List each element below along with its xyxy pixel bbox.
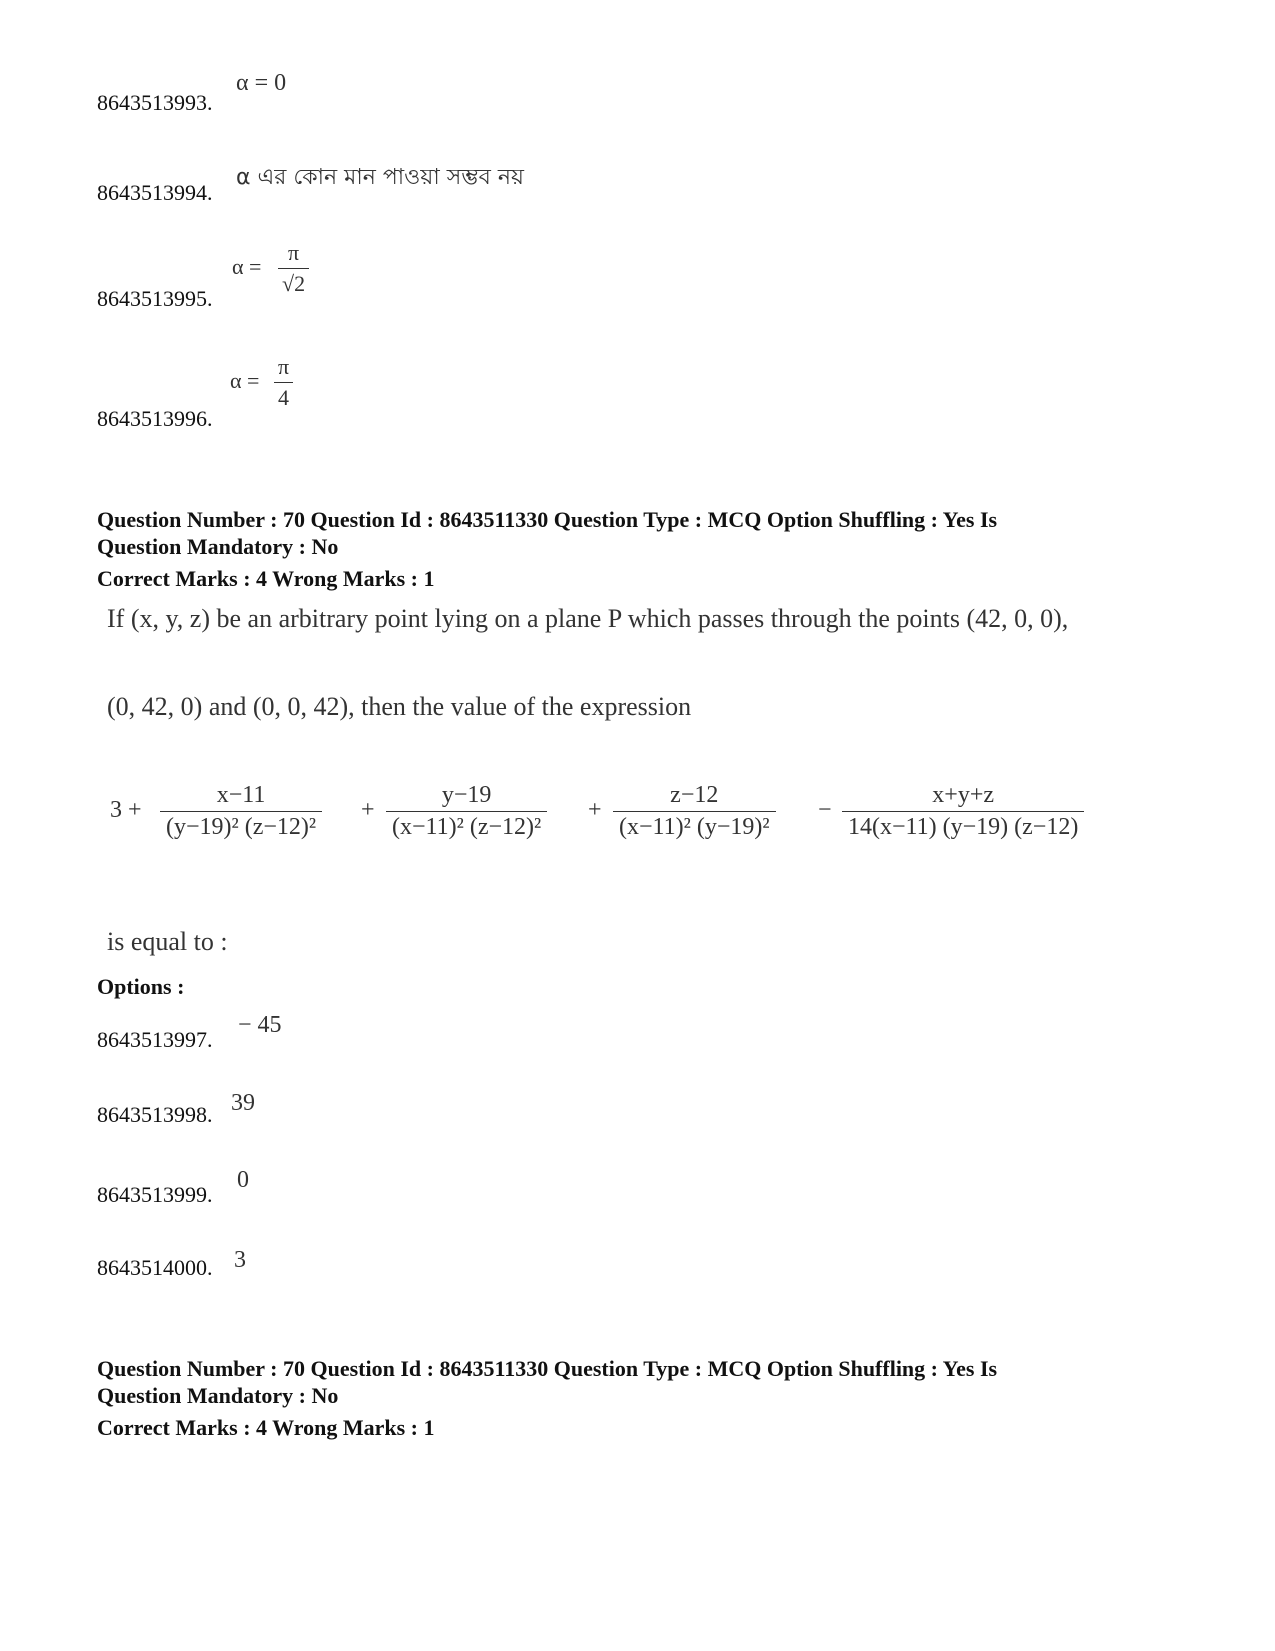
- option-id-2: 8643513994.: [97, 180, 213, 205]
- term-denominator: (y−19)² (z−12)²: [160, 811, 322, 841]
- question-stem-line2: (0, 42, 0) and (0, 0, 42), then the value of the expression: [107, 692, 692, 721]
- term-numerator: x+y+z: [932, 782, 995, 808]
- term-denominator: (x−11)² (z−12)²: [386, 811, 547, 841]
- term-denominator: 14(x−11) (y−19) (z−12): [842, 811, 1084, 841]
- frac-numerator: π: [287, 240, 300, 265]
- term-numerator: z−12: [670, 782, 719, 808]
- expr-minus: −: [818, 797, 832, 823]
- frac-denominator: 4: [274, 382, 293, 411]
- expr-term-1: [160, 782, 322, 841]
- q70-option-value-1: − 45: [238, 1012, 282, 1038]
- frac-numerator: π: [278, 354, 290, 379]
- option-lhs-4: α =: [230, 368, 260, 393]
- question-stem-line1: If (x, y, z) be an arbitrary point lying on a plane P which passes through the points (42, 0, 0),: [107, 604, 1069, 633]
- option-lhs-3: α =: [232, 254, 262, 279]
- expr-plus-2: +: [588, 797, 602, 823]
- option-id-1: 8643513993.: [97, 90, 213, 115]
- next-question-header-line2: Question Mandatory : No: [97, 1383, 339, 1408]
- frac-denominator: √2: [278, 268, 309, 297]
- option-value-1: α = 0: [236, 70, 287, 96]
- question-marks: Correct Marks : 4 Wrong Marks : 1: [97, 566, 435, 591]
- question-header-line2: Question Mandatory : No: [97, 534, 339, 559]
- question-header-line1: Question Number : 70 Question Id : 8643511330 Question Type : MCQ Option Shuffling : Yes Is: [97, 507, 998, 532]
- q70-option-id-4: 8643514000.: [97, 1255, 213, 1280]
- term-denominator: (x−11)² (y−19)²: [613, 811, 776, 841]
- next-question-header-line1: Question Number : 70 Question Id : 8643511330 Question Type : MCQ Option Shuffling : Yes Is: [97, 1356, 998, 1381]
- option-id-4: 8643513996.: [97, 406, 213, 431]
- q70-option-id-3: 8643513999.: [97, 1182, 213, 1207]
- option-frac-4: [274, 354, 293, 411]
- q70-option-id-2: 8643513998.: [97, 1102, 213, 1127]
- next-question-marks: Correct Marks : 4 Wrong Marks : 1: [97, 1415, 435, 1440]
- question-stem-tail: is equal to :: [107, 927, 228, 956]
- q70-option-value-2: 39: [231, 1090, 255, 1116]
- options-label: Options :: [97, 974, 185, 999]
- expr-plus-1: +: [361, 797, 375, 823]
- q70-option-id-1: 8643513997.: [97, 1027, 213, 1052]
- term-numerator: x−11: [216, 782, 266, 808]
- term-numerator: y−19: [441, 782, 492, 808]
- option-frac-3: [278, 240, 309, 297]
- expr-lead: 3 +: [110, 797, 142, 823]
- expr-term-2: [386, 782, 547, 841]
- expr-term-3: [613, 782, 776, 841]
- option-value-2: α এর কোন মান পাওয়া সম্ভব নয়: [236, 165, 524, 190]
- expr-term-4: [842, 782, 1084, 841]
- option-id-3: 8643513995.: [97, 286, 213, 311]
- q70-option-value-4: 3: [234, 1247, 246, 1273]
- q70-option-value-3: 0: [237, 1167, 249, 1193]
